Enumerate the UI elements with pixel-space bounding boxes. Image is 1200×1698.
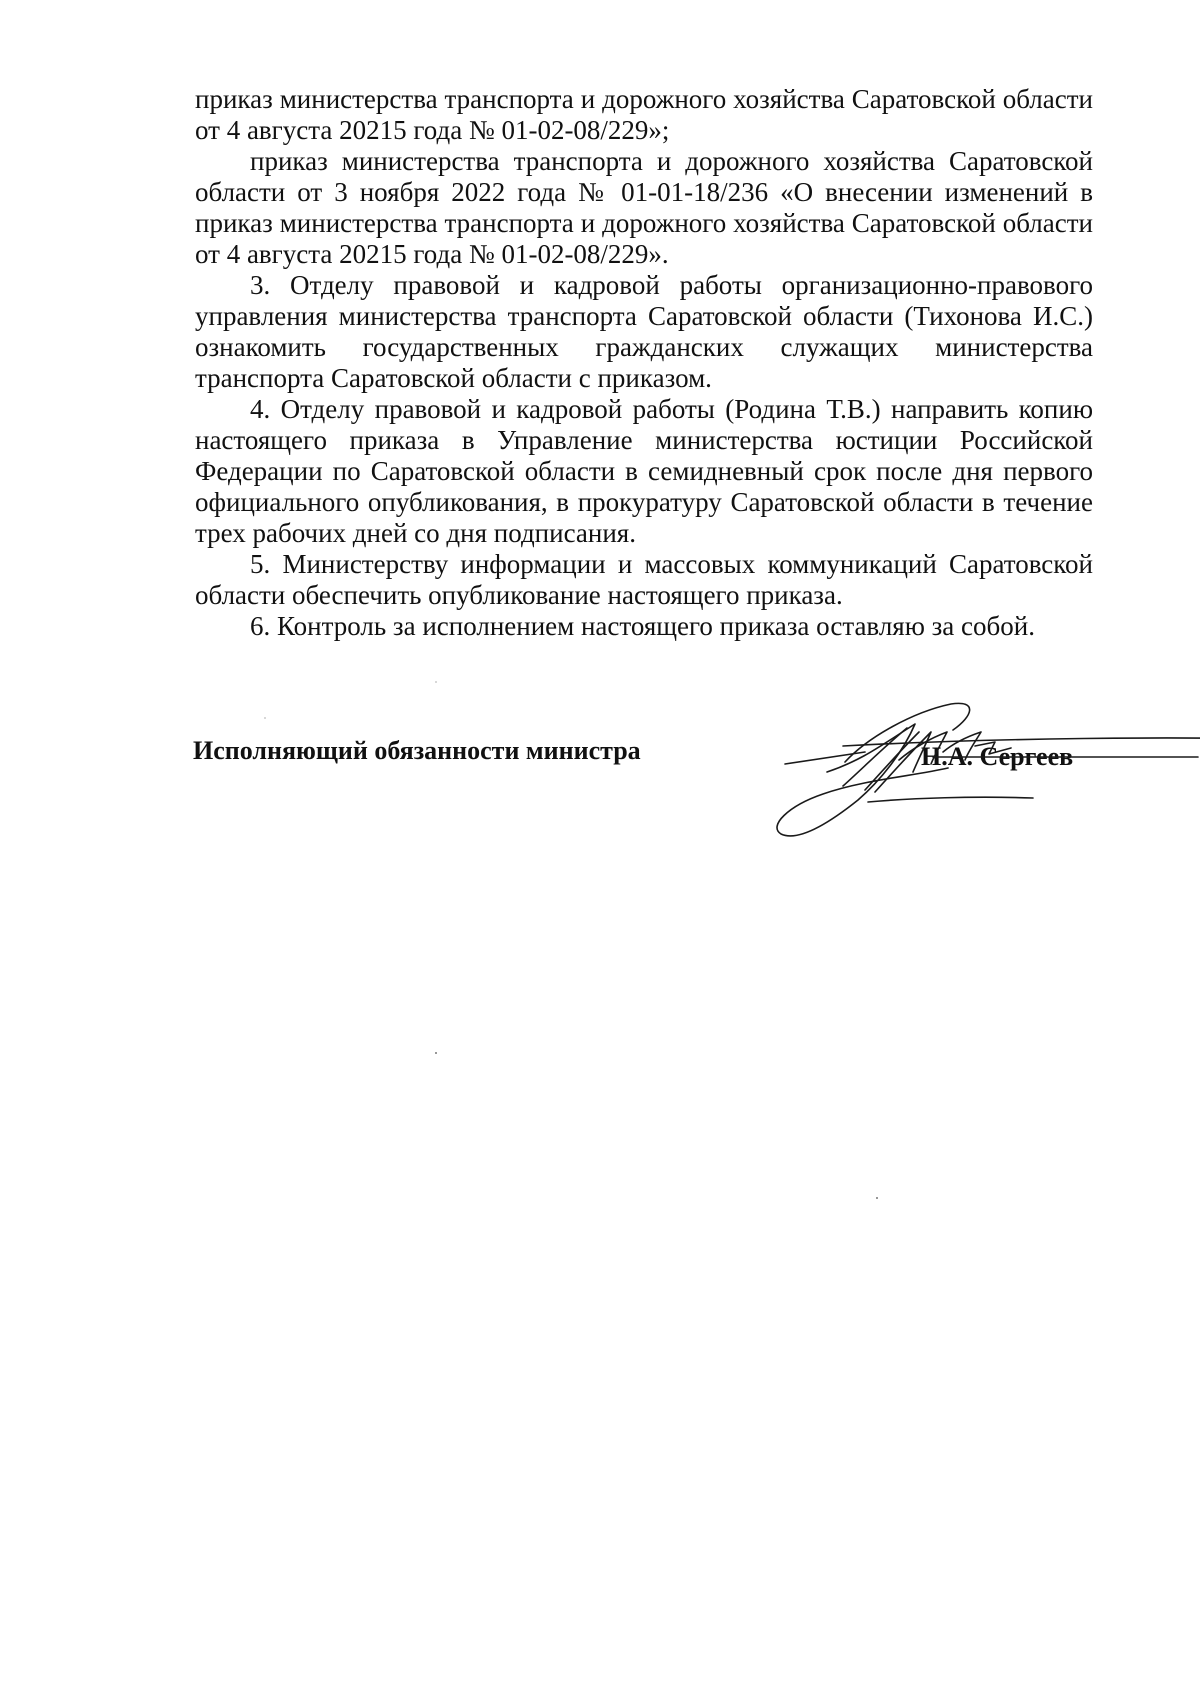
paragraph-item-3: 3. Отделу правовой и кадровой работы организационно-правового управления министерства транспорта Саратовской области (Тихонова И.С.) ознакомить государственных гражданских служащих министерства транспорта Саратовской области с приказом. bbox=[195, 270, 1093, 393]
paragraph-amendment-order: приказ министерства транспорта и дорожного хозяйства Саратовской области от 3 ноября 2022 года № 01-01-18/236 «О внесении изменений в приказ министерства транспорта и дорожного хозяйства Саратовской области от 4 августа 20215 года № 01-02-08/229». bbox=[195, 146, 1093, 269]
signatory-name: Н.А. Сергеев bbox=[921, 742, 1074, 771]
handwritten-signature-icon bbox=[613, 702, 1200, 862]
signatory-position: Исполняющий обязанности министра bbox=[193, 736, 641, 765]
signature-block bbox=[193, 732, 1093, 852]
paragraph-prior-order: приказ министерства транспорта и дорожного хозяйства Саратовской области от 4 августа 20215 года № 01-02-08/229»; bbox=[195, 84, 1093, 145]
document-body bbox=[195, 84, 1093, 642]
paragraph-item-4: 4. Отделу правовой и кадровой работы (Родина Т.В.) направить копию настоящего приказа в Управление министерства юстиции Российской Федерации по Саратовской области в семидневный срок после дня первого официального опубликования, в прокуратуру Саратовской области в течение трех рабочих дней со дня подписания. bbox=[195, 394, 1093, 548]
paragraph-item-6: 6. Контроль за исполнением настоящего приказа оставляю за собой. bbox=[250, 611, 1035, 641]
paragraph-item-5: 5. Министерству информации и массовых коммуникаций Саратовской области обеспечить опубликование настоящего приказа. bbox=[195, 549, 1093, 610]
